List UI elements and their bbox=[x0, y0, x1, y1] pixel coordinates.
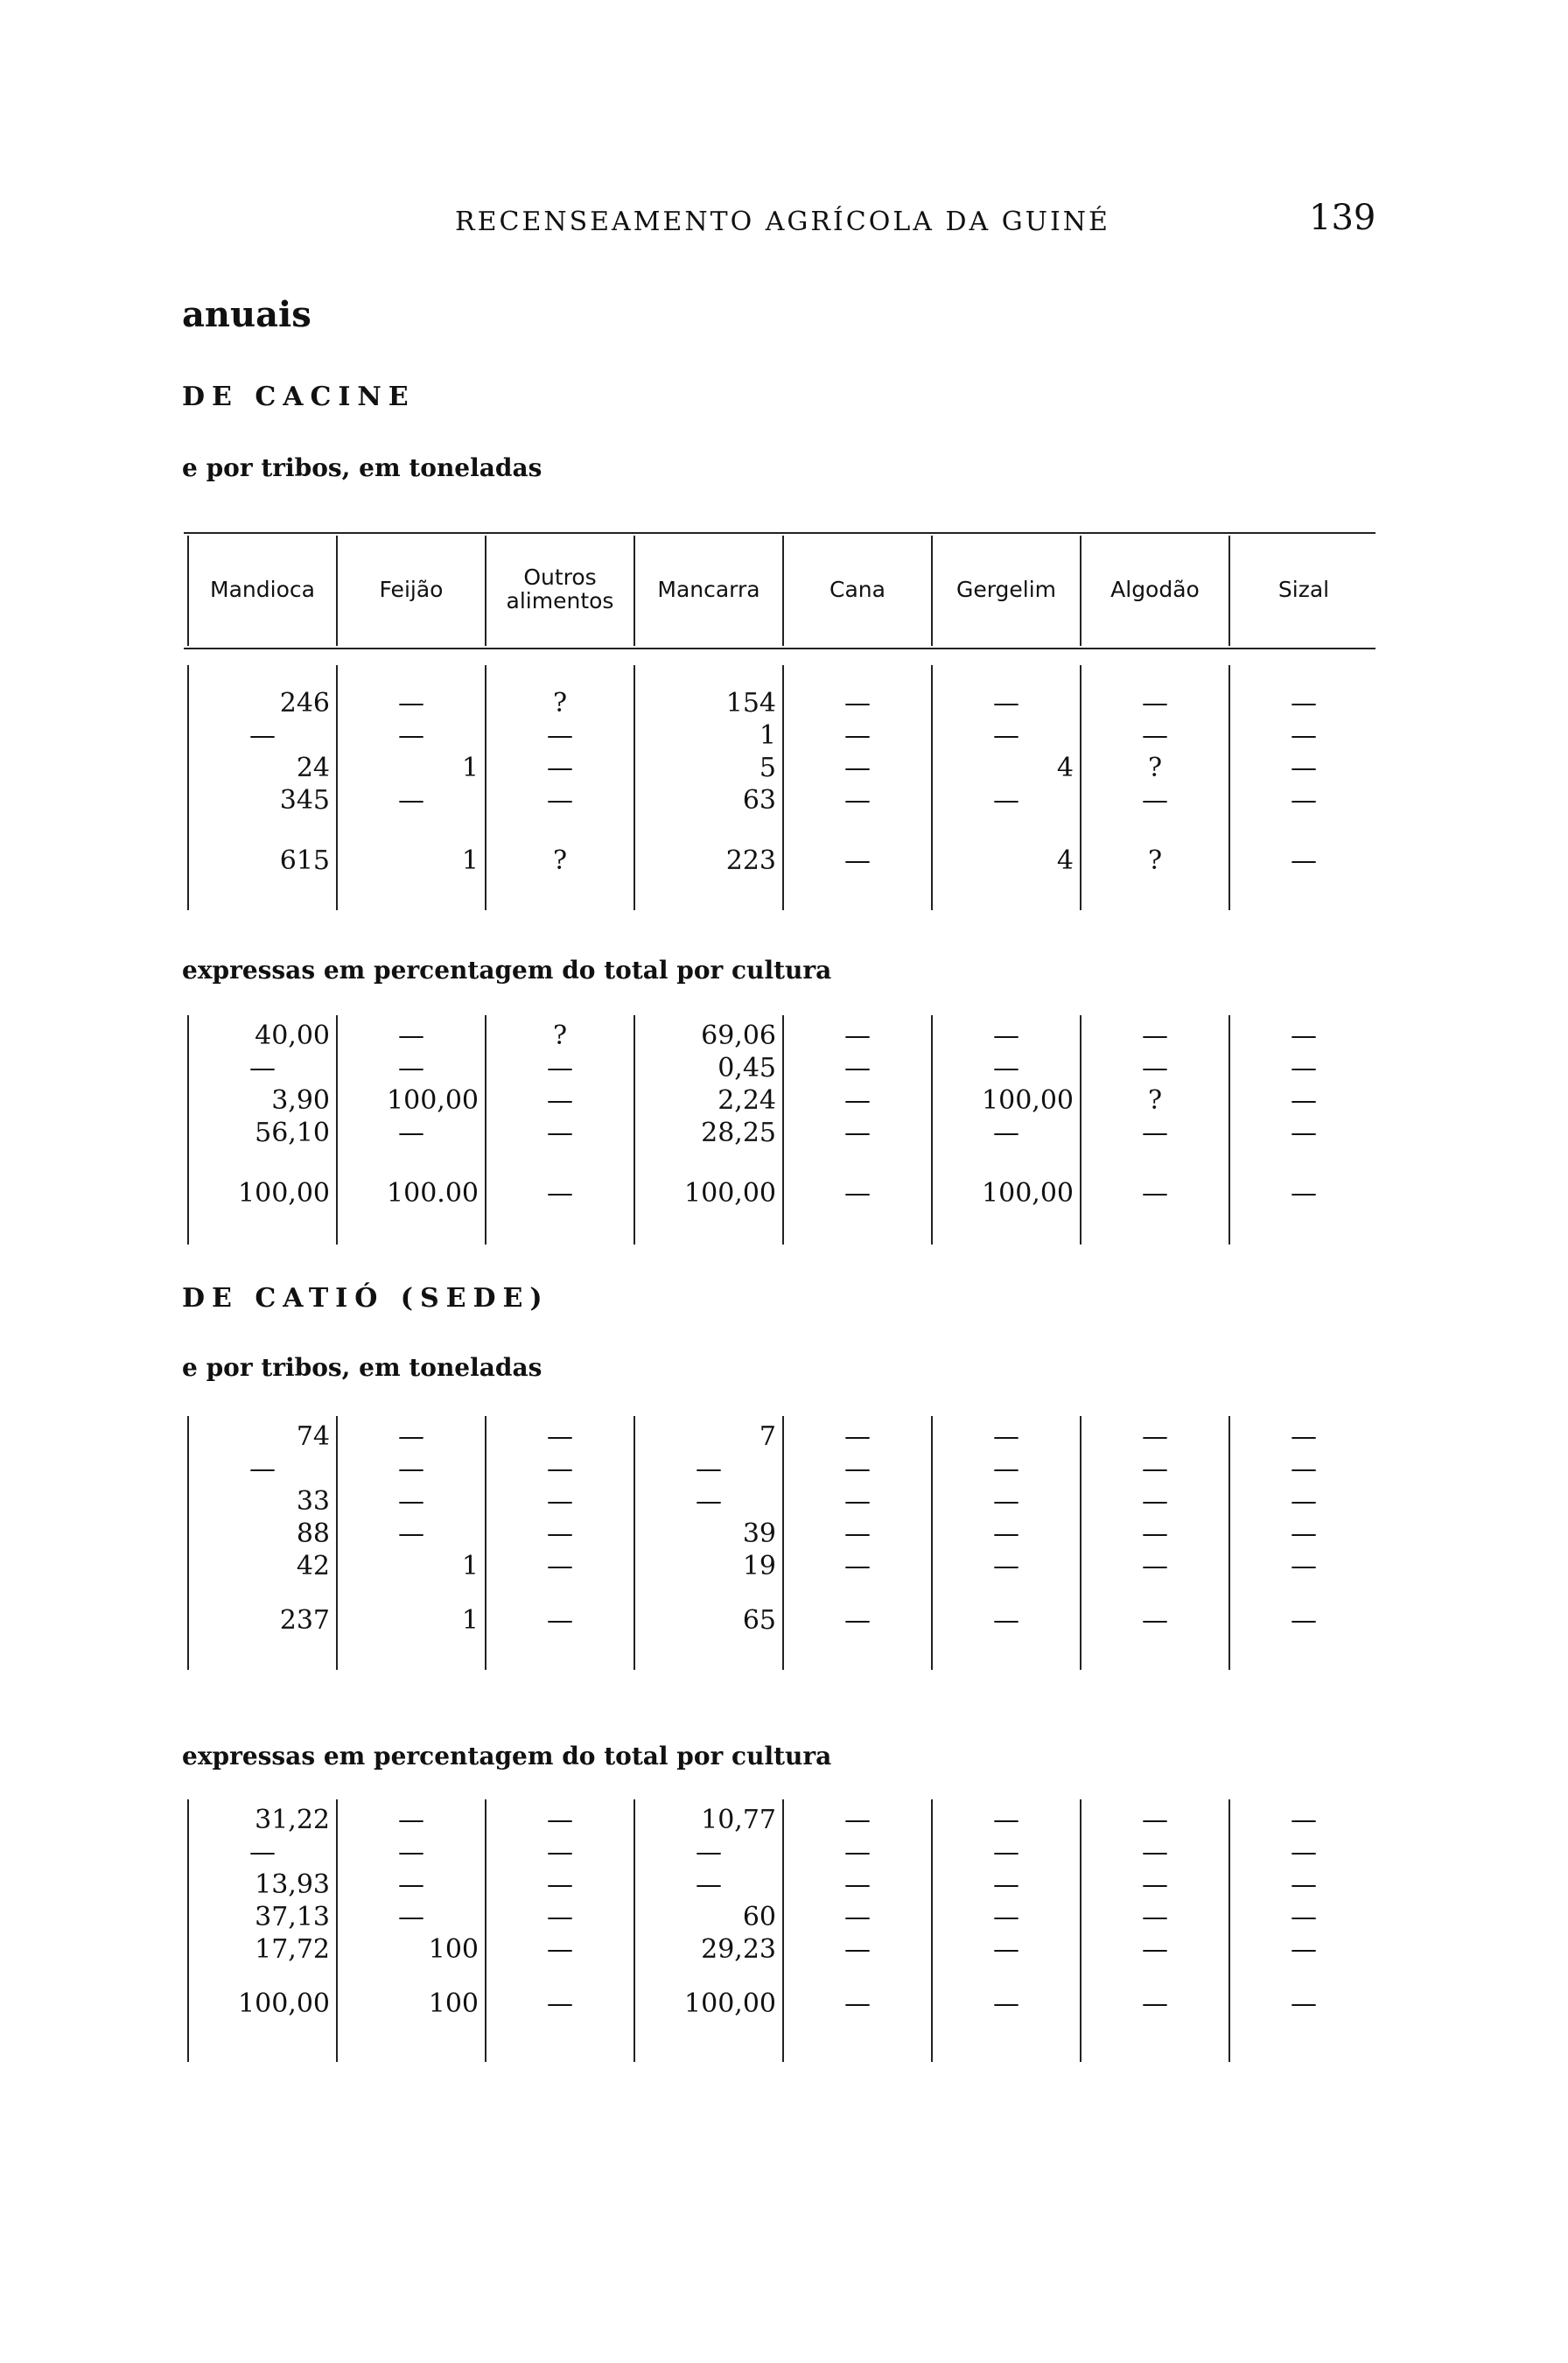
header-bottom-rule bbox=[184, 648, 1376, 649]
table-cell: — bbox=[398, 1020, 424, 1051]
table-cell: — bbox=[1291, 720, 1317, 751]
table-cell: 88 bbox=[296, 1518, 330, 1549]
table-cell: ? bbox=[552, 1020, 568, 1051]
table-cell: ? bbox=[552, 688, 568, 719]
table-cell: — bbox=[398, 1902, 424, 1932]
table-cell: 56,10 bbox=[255, 1118, 330, 1148]
table-cell: — bbox=[1142, 1486, 1168, 1517]
table-cell: — bbox=[1291, 1454, 1317, 1484]
column-header-4: Cana bbox=[830, 577, 886, 602]
table-cell: — bbox=[547, 1551, 573, 1581]
table-cell: — bbox=[1291, 785, 1317, 816]
column-separator bbox=[187, 665, 189, 910]
table-cell: — bbox=[547, 1902, 573, 1932]
table-cell: — bbox=[1142, 1605, 1168, 1636]
table-cell: 246 bbox=[279, 688, 330, 719]
header-column-separator bbox=[336, 536, 338, 646]
table-cell: — bbox=[1291, 1085, 1317, 1116]
table-cell: — bbox=[398, 1053, 424, 1083]
table-cell: ? bbox=[1147, 845, 1163, 876]
table-cell: — bbox=[1142, 1454, 1168, 1484]
column-header-2 bbox=[486, 565, 634, 613]
table-cell: — bbox=[844, 1869, 871, 1900]
table-cell: — bbox=[547, 785, 573, 816]
table-cell: 7 bbox=[759, 1421, 776, 1452]
table-cell: — bbox=[249, 1454, 276, 1484]
table-cell: — bbox=[696, 1869, 722, 1900]
table-cell: — bbox=[1142, 1988, 1168, 2019]
table-cell: — bbox=[993, 720, 1019, 751]
table-cell: — bbox=[547, 1805, 573, 1835]
table-cell: — bbox=[844, 1118, 871, 1148]
table-cell: — bbox=[1291, 1934, 1317, 1965]
column-header-7: Sizal bbox=[1278, 577, 1330, 602]
table-cell: — bbox=[1142, 1902, 1168, 1932]
table-cell: 615 bbox=[279, 845, 330, 876]
table-cell: — bbox=[547, 1869, 573, 1900]
table-cell: — bbox=[398, 1486, 424, 1517]
table-cell: 1 bbox=[461, 753, 479, 783]
table-cell: — bbox=[398, 688, 424, 719]
table-cell: — bbox=[844, 1988, 871, 2019]
table-cell: — bbox=[844, 1837, 871, 1868]
table-cell: — bbox=[993, 1605, 1019, 1636]
table-cell: — bbox=[1142, 1020, 1168, 1051]
table-cell: — bbox=[844, 785, 871, 816]
table-cell: 19 bbox=[742, 1551, 776, 1581]
table-cell: — bbox=[1142, 1934, 1168, 1965]
table-cell: — bbox=[398, 720, 424, 751]
table-cell: 69,06 bbox=[701, 1020, 776, 1051]
table-cell: — bbox=[398, 1421, 424, 1452]
column-separator bbox=[187, 1015, 189, 1245]
table-cell: 345 bbox=[279, 785, 330, 816]
table-cell: — bbox=[844, 1085, 871, 1116]
table-cell: — bbox=[993, 1902, 1019, 1932]
table-cell: — bbox=[1291, 1053, 1317, 1083]
table-cell: 100,00 bbox=[982, 1178, 1074, 1209]
table-cell: 100,00 bbox=[238, 1988, 330, 2019]
table-cell: — bbox=[547, 1837, 573, 1868]
table-cell: 37,13 bbox=[255, 1902, 330, 1932]
table-cell: — bbox=[1291, 688, 1317, 719]
header-column-separator bbox=[485, 536, 486, 646]
table-cell: — bbox=[1142, 1869, 1168, 1900]
table-cell: 33 bbox=[296, 1486, 330, 1517]
table-cell: — bbox=[398, 1518, 424, 1549]
table-cell: — bbox=[993, 1053, 1019, 1083]
table-cell: — bbox=[398, 1837, 424, 1868]
table-cell: — bbox=[844, 1902, 871, 1932]
table-cell: — bbox=[993, 1551, 1019, 1581]
page-heading: anuais bbox=[182, 294, 312, 335]
table-cell: 42 bbox=[296, 1551, 330, 1581]
table-cell: — bbox=[844, 1020, 871, 1051]
table-cell: — bbox=[547, 1178, 573, 1209]
table-cell: — bbox=[993, 785, 1019, 816]
table-cell: — bbox=[547, 1988, 573, 2019]
table-cell: — bbox=[547, 720, 573, 751]
table-cell: — bbox=[844, 1551, 871, 1581]
table-cell: 28,25 bbox=[701, 1118, 776, 1148]
table-cell: — bbox=[993, 1518, 1019, 1549]
table-cell: — bbox=[547, 1421, 573, 1452]
table-cell: 237 bbox=[279, 1605, 330, 1636]
table-cell: — bbox=[1142, 1805, 1168, 1835]
table-cell: 63 bbox=[742, 785, 776, 816]
table-cell: 100,00 bbox=[387, 1085, 479, 1116]
table-cell: 1 bbox=[461, 1605, 479, 1636]
table-cell: 1 bbox=[461, 1551, 479, 1581]
table-cell: — bbox=[249, 1837, 276, 1868]
table-cell: — bbox=[1142, 688, 1168, 719]
table-cell: ? bbox=[552, 845, 568, 876]
table-cell: — bbox=[1291, 1518, 1317, 1549]
table-cell: 74 bbox=[296, 1421, 330, 1452]
table-cell: — bbox=[1291, 1605, 1317, 1636]
table-cell: — bbox=[844, 753, 871, 783]
table-cell: — bbox=[993, 1869, 1019, 1900]
section-title-cacine: DE CACINE bbox=[182, 382, 416, 412]
table-cell: — bbox=[547, 1518, 573, 1549]
block-subtitle-catio-percent: expressas em percentagem do total por cultura bbox=[182, 1742, 832, 1770]
table-cell: — bbox=[1142, 1178, 1168, 1209]
table-cell: 100,00 bbox=[982, 1085, 1074, 1116]
header-column-separator bbox=[1080, 536, 1082, 646]
table-cell: — bbox=[844, 1053, 871, 1083]
table-cell: — bbox=[1291, 1805, 1317, 1835]
column-header-5: Gergelim bbox=[956, 577, 1057, 602]
table-cell: 2,24 bbox=[718, 1085, 776, 1116]
table-cell: 10,77 bbox=[701, 1805, 776, 1835]
table-cell: — bbox=[993, 1805, 1019, 1835]
table-cell: — bbox=[249, 1053, 276, 1083]
table-cell: 100 bbox=[428, 1988, 479, 2019]
table-cell: — bbox=[696, 1486, 722, 1517]
table-cell: 4 bbox=[1056, 845, 1074, 876]
table-cell: — bbox=[1291, 845, 1317, 876]
table-cell: — bbox=[398, 1454, 424, 1484]
header-column-separator bbox=[782, 536, 784, 646]
table-cell: — bbox=[696, 1837, 722, 1868]
table-cell: — bbox=[1291, 1988, 1317, 2019]
block-subtitle-catio-tonnes: e por tribos, em toneladas bbox=[182, 1353, 542, 1382]
column-header-3: Mancarra bbox=[657, 577, 760, 602]
table-cell: — bbox=[547, 1605, 573, 1636]
table-cell: 1 bbox=[759, 720, 776, 751]
table-cell: — bbox=[993, 1454, 1019, 1484]
table-cell: — bbox=[398, 785, 424, 816]
table-cell: 24 bbox=[296, 753, 330, 783]
block-subtitle-cacine-tonnes: e por tribos, em toneladas bbox=[182, 453, 542, 482]
table-cell: — bbox=[547, 1486, 573, 1517]
table-cell: 65 bbox=[742, 1605, 776, 1636]
table-cell: — bbox=[1291, 1551, 1317, 1581]
table-cell: — bbox=[993, 1934, 1019, 1965]
table-cell: — bbox=[993, 1020, 1019, 1051]
table-cell: 100.00 bbox=[387, 1178, 479, 1209]
table-cell: — bbox=[1291, 1118, 1317, 1148]
table-cell: — bbox=[547, 753, 573, 783]
table-cell: — bbox=[1142, 1053, 1168, 1083]
table-cell: ? bbox=[1147, 1085, 1163, 1116]
table-cell: 13,93 bbox=[255, 1869, 330, 1900]
page-number: 139 bbox=[1309, 198, 1376, 238]
table-cell: — bbox=[844, 720, 871, 751]
column-header-0: Mandioca bbox=[210, 577, 315, 602]
table-cell: 100,00 bbox=[238, 1178, 330, 1209]
table-cell: — bbox=[844, 688, 871, 719]
table-cell: — bbox=[1142, 1421, 1168, 1452]
table-cell: — bbox=[1291, 753, 1317, 783]
table-cell: — bbox=[1291, 1869, 1317, 1900]
table-cell: — bbox=[1291, 1837, 1317, 1868]
table-cell: 3,90 bbox=[271, 1085, 330, 1116]
table-cell: — bbox=[993, 1486, 1019, 1517]
table-cell: — bbox=[993, 1118, 1019, 1148]
table-cell: — bbox=[1142, 720, 1168, 751]
table-cell: 29,23 bbox=[701, 1934, 776, 1965]
table-cell: — bbox=[249, 720, 276, 751]
table-cell: — bbox=[844, 1605, 871, 1636]
column-header-6: Algodão bbox=[1110, 577, 1200, 602]
table-cell: — bbox=[398, 1118, 424, 1148]
table-cell: 223 bbox=[725, 845, 776, 876]
table-cell: 60 bbox=[742, 1902, 776, 1932]
table-cell: — bbox=[398, 1869, 424, 1900]
table-cell: — bbox=[398, 1805, 424, 1835]
table-cell: — bbox=[844, 1178, 871, 1209]
table-cell: — bbox=[1142, 1551, 1168, 1581]
table-cell: — bbox=[993, 688, 1019, 719]
table-cell: 4 bbox=[1056, 753, 1074, 783]
table-cell: — bbox=[844, 1934, 871, 1965]
header-column-separator bbox=[187, 536, 189, 646]
table-cell: — bbox=[844, 1454, 871, 1484]
table-cell: — bbox=[696, 1454, 722, 1484]
table-cell: — bbox=[547, 1118, 573, 1148]
table-cell: — bbox=[1142, 785, 1168, 816]
table-cell: — bbox=[844, 1421, 871, 1452]
table-cell: ? bbox=[1147, 753, 1163, 783]
table-cell: — bbox=[844, 1518, 871, 1549]
table-cell: — bbox=[1142, 1837, 1168, 1868]
table-cell: 0,45 bbox=[718, 1053, 776, 1083]
block-subtitle-cacine-percent: expressas em percentagem do total por cultura bbox=[182, 956, 832, 985]
table-cell: 100,00 bbox=[684, 1178, 776, 1209]
table-cell: 17,72 bbox=[255, 1934, 330, 1965]
table-cell: — bbox=[1291, 1486, 1317, 1517]
header-column-separator bbox=[931, 536, 933, 646]
table-cell: 100,00 bbox=[684, 1988, 776, 2019]
table-cell: — bbox=[993, 1837, 1019, 1868]
table-cell: — bbox=[1291, 1421, 1317, 1452]
running-title: RECENSEAMENTO AGRÍCOLA DA GUINÉ bbox=[455, 207, 1110, 237]
table-cell: — bbox=[547, 1454, 573, 1484]
section-title-catio: DE CATIÓ (SEDE) bbox=[182, 1283, 550, 1314]
table-cell: 100 bbox=[428, 1934, 479, 1965]
table-cell: — bbox=[1291, 1178, 1317, 1209]
table-cell: — bbox=[547, 1053, 573, 1083]
header-column-separator bbox=[634, 536, 635, 646]
table-cell: — bbox=[993, 1988, 1019, 2019]
table-cell: 1 bbox=[461, 845, 479, 876]
table-cell: 40,00 bbox=[255, 1020, 330, 1051]
column-header-line: alimentos bbox=[506, 588, 614, 614]
table-top-rule bbox=[184, 532, 1376, 534]
column-header-1: Feijão bbox=[379, 577, 444, 602]
table-cell: — bbox=[993, 1421, 1019, 1452]
table-cell: — bbox=[1142, 1118, 1168, 1148]
table-cell: 154 bbox=[725, 688, 776, 719]
table-cell: — bbox=[844, 1486, 871, 1517]
table-cell: 31,22 bbox=[255, 1805, 330, 1835]
header-column-separator bbox=[1228, 536, 1230, 646]
column-header-line: Outros bbox=[523, 564, 597, 590]
table-cell: — bbox=[1291, 1020, 1317, 1051]
table-cell: — bbox=[547, 1085, 573, 1116]
table-cell: — bbox=[1142, 1518, 1168, 1549]
table-cell: — bbox=[844, 845, 871, 876]
table-cell: — bbox=[844, 1805, 871, 1835]
table-cell: 5 bbox=[759, 753, 776, 783]
table-cell: — bbox=[1291, 1902, 1317, 1932]
table-cell: — bbox=[547, 1934, 573, 1965]
table-cell: 39 bbox=[742, 1518, 776, 1549]
